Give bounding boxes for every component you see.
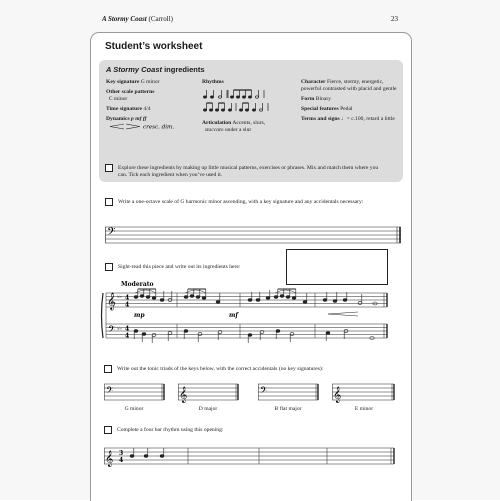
bass-clef-icon: 𝄢	[107, 226, 116, 241]
piece-title: A Stormy Coast (Carroll)	[102, 15, 173, 23]
bass-clef-icon: 𝄢	[106, 385, 114, 398]
ingredients-col-2: Rhythms Articulation Accents, slurs, staccato under a slur	[202, 79, 297, 137]
task-checkbox[interactable]	[105, 198, 113, 206]
dynamic-mf: mf	[229, 312, 238, 319]
page-number: 23	[391, 15, 398, 23]
treble-clef-icon: 𝄞	[107, 292, 116, 310]
time-sig: 4	[119, 457, 124, 464]
dynamic-mp: mp	[134, 312, 145, 319]
sight-reading-score	[100, 279, 400, 353]
book-page: A Stormy Coast (Carroll) 23 Student’s worksheet A Stormy Coast ingredients Key signature G minor Other scale patterns C minor Time signature 4/4 Dynamics p mf ff cresc. dim. Rhythms Articulation Accents, slurs, staccato under a slur Character Fierce, stormy, energetic, powerful contrasted with placid and gentle Form Binary Special features Pedal Terms and signs ♩= c.100, retard a little Explore these ingredients by making up little musical patterns, exercises or phrases. Mix and match them where you can. Tick each ingredient when you’ve used it. Write a one-octave scale of G harmonic minor ascending, with a key signature and any accidentals necessary: 𝄢 Sight-read this piece and write out its ingredients here: Moderato 𝄞 𝄢 ♭♭ ♭♭ 4 4 4 4 mp mf Write out the tonic triads of the keys below, with the correct accidentals (no key signatures): 𝄢 𝄞 𝄢 𝄞 G minor D major B flat major E minor Complete a four bar rhythm using this opening: 𝄞 3 4	[0, 0, 500, 500]
time-sig: 4	[125, 332, 130, 340]
bass-clef-icon: 𝄢	[260, 385, 268, 398]
hairpins-icon	[106, 123, 196, 130]
ingredients-box	[99, 60, 403, 182]
triad-key-label: G minor	[124, 406, 144, 412]
triad-key-label: D major	[198, 406, 218, 412]
task-checkbox[interactable]	[104, 426, 112, 434]
ingredients-col-3: Character Fierce, stormy, energetic, powerful contrasted with placid and gentle Form Binary Special features Pedal Terms and signs ♩= c.100, retard a little	[301, 79, 397, 122]
running-head	[102, 15, 398, 27]
worksheet-panel: Student’s worksheet A Stormy Coast ingredients Key signature G minor Other scale patterns C minor Time signature 4/4 Dynamics p mf ff cresc. dim. Rhythms Articulation Accents, slurs, staccato under a slur Character Fierce, stormy, energetic, powerful contrasted with placid and gentle Form Binary Special features Pedal Terms and signs ♩= c.100, retard a little Explore these ingredients by making up little musical patterns, exercises or phrases. Mix and match them where you can. Tick each ingredient when you’ve used it. Write a one-octave scale of G harmonic minor ascending, with a key signature and any accidentals necessary: 𝄢 Sight-read this piece and write out its ingredients here:	[90, 32, 412, 501]
rhythm-staff[interactable]	[104, 442, 396, 468]
scale-staff[interactable]	[105, 221, 403, 249]
time-sig: 3	[119, 450, 124, 457]
task-checkbox[interactable]	[105, 263, 113, 271]
time-sig: 4	[125, 294, 130, 302]
triad-staves[interactable]	[104, 380, 396, 404]
time-sig: 4	[125, 325, 130, 333]
treble-clef-icon: 𝄞	[105, 451, 114, 467]
brace-icon	[102, 293, 104, 338]
rhythm-patterns	[202, 89, 294, 115]
triad-key-label: E minor	[354, 406, 374, 412]
worksheet-heading: Student’s worksheet	[105, 41, 203, 52]
time-sig: 4	[125, 301, 130, 309]
tempo-marking: Moderato	[121, 281, 154, 288]
cresc-dim: cresc. dim.	[143, 124, 175, 130]
task-checkbox[interactable]	[105, 164, 113, 172]
flat-sign: ♭♭	[117, 294, 122, 300]
ingredients-col-1: Key signature G minor Other scale patterns C minor Time signature 4/4 Dynamics p mf ff cresc. dim.	[106, 79, 206, 134]
task-checkbox[interactable]	[104, 365, 112, 373]
treble-clef-icon: 𝄞	[333, 387, 342, 403]
ingredients-title: A Stormy Coast ingredients	[106, 65, 205, 74]
flat-sign: ♭♭	[117, 326, 122, 332]
bass-clef-icon: 𝄢	[108, 324, 116, 337]
treble-clef-icon: 𝄞	[179, 387, 188, 403]
time-signature: Time signature 4/4	[106, 106, 151, 112]
triad-key-label: B flat major	[274, 406, 302, 412]
